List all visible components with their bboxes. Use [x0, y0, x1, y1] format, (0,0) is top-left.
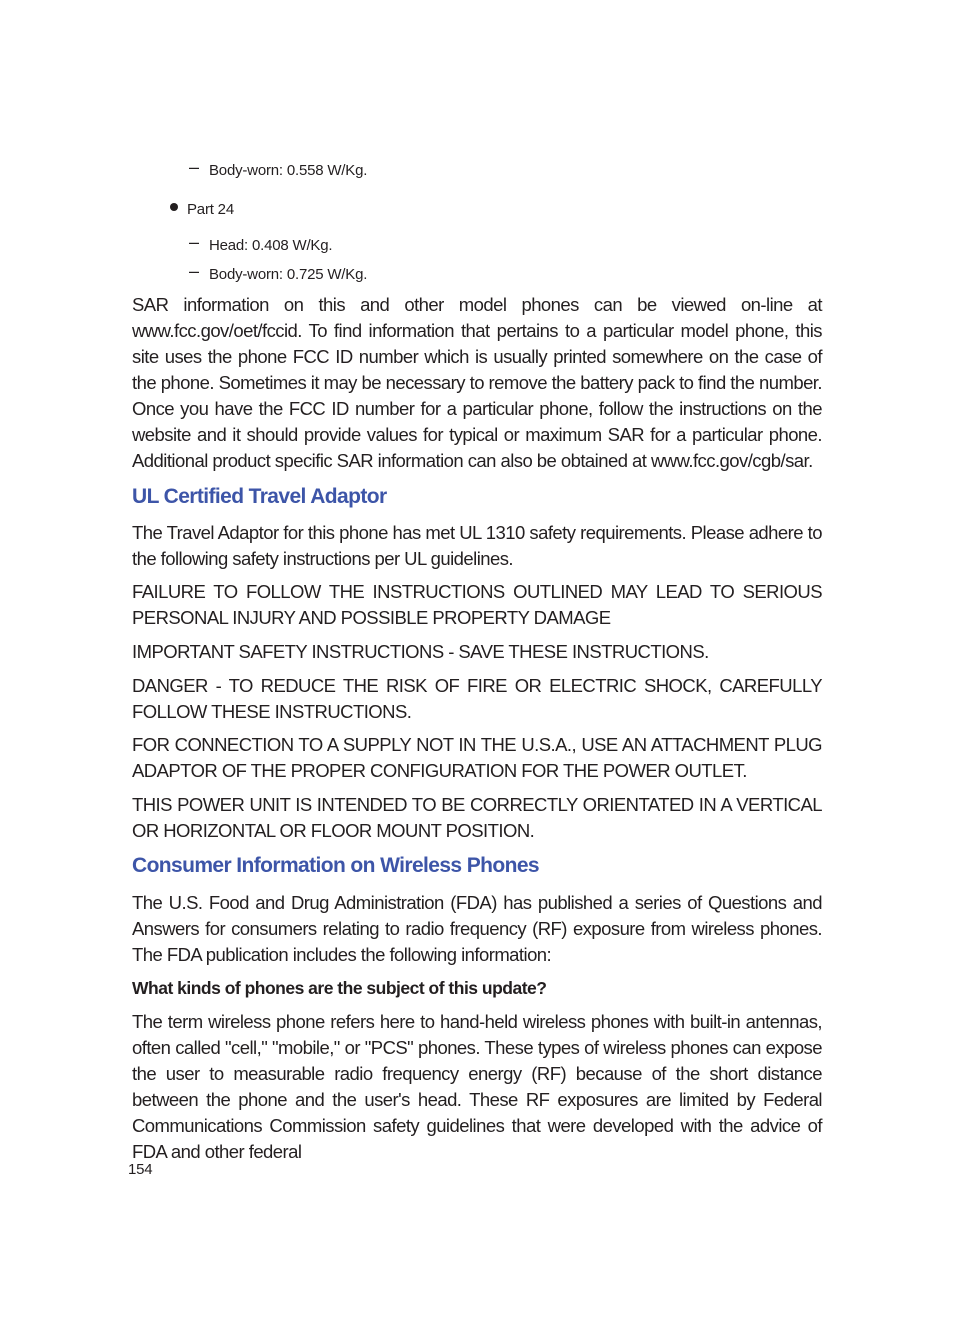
ul-warning-3-block	[132, 673, 822, 725]
ul-warning-4-block	[132, 732, 822, 784]
ul-warning-1-block	[132, 579, 822, 631]
section-heading-ul-adaptor: UL Certified Travel Adaptor	[132, 485, 387, 508]
ul-intro-paragraph: The Travel Adaptor for this phone has met UL 1310 safety requirements. Please adhere to the following safety instructions per UL guidelines.	[132, 522, 822, 569]
list-item-part-24: Part 24	[187, 201, 234, 218]
consumer-answer-block	[132, 1009, 822, 1165]
ul-warning-2-block	[132, 639, 822, 665]
list-subitem-body-worn-2: Body-worn: 0.725 W/Kg.	[209, 266, 368, 283]
section-heading-consumer-info: Consumer Information on Wireless Phones	[132, 854, 539, 877]
list-subitem-body-worn-1: Body-worn: 0.558 W/Kg.	[209, 162, 368, 179]
ul-warning-5-block	[132, 792, 822, 844]
consumer-intro-paragraph: The U.S. Food and Drug Administration (FDA) has published a series of Questions and Answers for consumers relating to radio frequency (RF) exposure from wireless phones. The FDA publication includes the following information:	[132, 892, 822, 965]
sar-paragraph: SAR information on this and other model phones can be viewed on-line at www.fcc.gov/oet/fccid. To find information that pertains to a particular model phone, this site uses the phone FCC ID number which is usually printed somewhere on the case of the phone. Sometimes it may be necessary to remove the battery pack to find the number. Once you have the FCC ID number for a particular phone, follow the instructions on the website and it should provide values for typical or maximum SAR for a particular phone. Additional product specific SAR information can also be obtained at www.fcc.gov/cgb/sar.	[132, 294, 822, 471]
dash-marker: –	[189, 232, 200, 252]
ul-intro-block	[132, 520, 822, 572]
sar-info-block	[132, 292, 822, 474]
ul-warning-1: FAILURE TO FOLLOW THE INSTRUCTIONS OUTLINED MAY LEAD TO SERIOUS PERSONAL INJURY AND POSSIBLE PROPERTY DAMAGE	[132, 581, 822, 628]
ul-warning-3: DANGER - TO REDUCE THE RISK OF FIRE OR ELECTRIC SHOCK, CAREFULLY FOLLOW THESE INSTRUCTIONS.	[132, 675, 822, 722]
ul-warning-2: IMPORTANT SAFETY INSTRUCTIONS - SAVE THESE INSTRUCTIONS.	[132, 641, 709, 662]
dash-marker: –	[189, 157, 200, 177]
page-number: 154	[128, 1161, 153, 1178]
dash-marker: –	[189, 261, 200, 281]
list-subitem-head: Head: 0.408 W/Kg.	[209, 237, 333, 254]
question-heading: What kinds of phones are the subject of this update?	[132, 978, 547, 998]
bullet-icon	[170, 203, 178, 211]
consumer-intro-block	[132, 890, 822, 968]
consumer-answer-paragraph: The term wireless phone refers here to hand-held wireless phones with built-in antennas, often called "cell," "mobile," or "PCS" phones. These types of wireless phones can expose the user to measurable radio frequency energy (RF) because of the short distance between the phone and the user's head. These RF exposures are limited by Federal Communications Commission safety guidelines that were developed with the advice of FDA and other federal	[132, 1011, 822, 1162]
ul-warning-4: FOR CONNECTION TO A SUPPLY NOT IN THE U.S.A., USE AN ATTACHMENT PLUG ADAPTOR OF THE PROPER CONFIGURATION FOR THE POWER OUTLET.	[132, 734, 822, 781]
ul-warning-5: THIS POWER UNIT IS INTENDED TO BE CORRECTLY ORIENTATED IN A VERTICAL OR HORIZONTAL OR FLOOR MOUNT POSITION.	[132, 794, 822, 841]
